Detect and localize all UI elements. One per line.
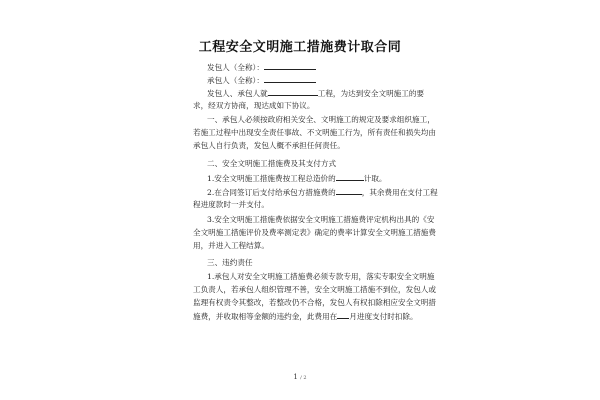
- advance-payment-blank: [336, 187, 362, 195]
- section-1-line-2: 若施工过程中出现安全责任事故、不文明施工行为，所有责任和损失均由: [193, 128, 436, 137]
- rate-blank: [336, 173, 364, 181]
- document-title: 工程安全文明施工措施费计取合同: [198, 40, 402, 55]
- intro-line-2: 求，经双方协商，现达成如下协议。: [193, 101, 315, 110]
- section-3-item-1-text-a: 施费，并收取相等金额的违约金，此费用在: [193, 312, 338, 321]
- section-2-item-2-line-1: [207, 187, 438, 198]
- section-2-item-1-text-b: 计取。: [363, 174, 387, 183]
- section-3-item-1-line-4: [193, 311, 418, 322]
- party-b-blank: [264, 75, 316, 83]
- section-2-item-1-text-a: 1.安全文明施工措施费按工程总造价的: [207, 174, 336, 183]
- party-b-label: 承包人（全称）：: [207, 76, 264, 85]
- page-total: / 2: [300, 375, 307, 381]
- intro-line-1: [207, 88, 424, 99]
- page-current: 1: [293, 373, 298, 381]
- section-2-heading: 二、安全文明施工措施费及其支付方式: [207, 159, 337, 168]
- project-name-blank: [268, 88, 318, 96]
- section-2-item-2-text-b: ，其余费用在支付工程: [361, 188, 438, 197]
- section-2-item-3-line-1: 3.安全文明施工措施费依据安全文明施工措施费评定机构出具的《安: [207, 215, 435, 224]
- section-2-item-2-text-a: 2.在合同签订后支付给承包方措施费的: [207, 188, 336, 197]
- section-3-item-1-line-3: 监理有权责令其整改，若整改仍不合格，发包人有权扣除相应安全文明措: [193, 298, 436, 307]
- section-3-item-1-line-2: 工负责人，若承包人组织管理不善，安全文明施工措施不到位，发包人或: [193, 285, 436, 294]
- section-2-item-2-line-2: 程进度款时一并支付。: [193, 200, 269, 209]
- section-2-item-1: [207, 173, 387, 184]
- page-number: [0, 373, 600, 381]
- section-2-item-3-line-2: 全文明施工措施评价及费率测定表》确定的费率计算安全文明施工措施费: [193, 228, 436, 237]
- party-a-label: 发包人（全称）：: [207, 63, 264, 72]
- section-2-item-3-line-3: 用，并进入工程结算。: [193, 241, 269, 250]
- party-a-line: [207, 62, 316, 73]
- intro-text-a: 发包人、承包人就: [207, 89, 268, 98]
- section-1-line-1: 一、承包人必须按政府相关安全、文明施工的规定及要求组织施工，: [207, 115, 435, 124]
- section-1-line-3: 承包人自行负责，发包人概不承担任何责任。: [193, 141, 345, 150]
- party-a-blank: [264, 62, 316, 70]
- section-3-heading: 三、违约责任: [207, 258, 253, 267]
- section-3-item-1-text-b: 月进度支付时扣除。: [349, 312, 418, 321]
- intro-text-b: 工程，为达到安全文明施工的要: [317, 89, 425, 98]
- month-blank: [337, 311, 349, 319]
- section-3-item-1-line-1: 1.承包人对安全文明施工措施费必须专款专用，落实专职安全文明施: [207, 272, 435, 281]
- party-b-line: [207, 75, 316, 86]
